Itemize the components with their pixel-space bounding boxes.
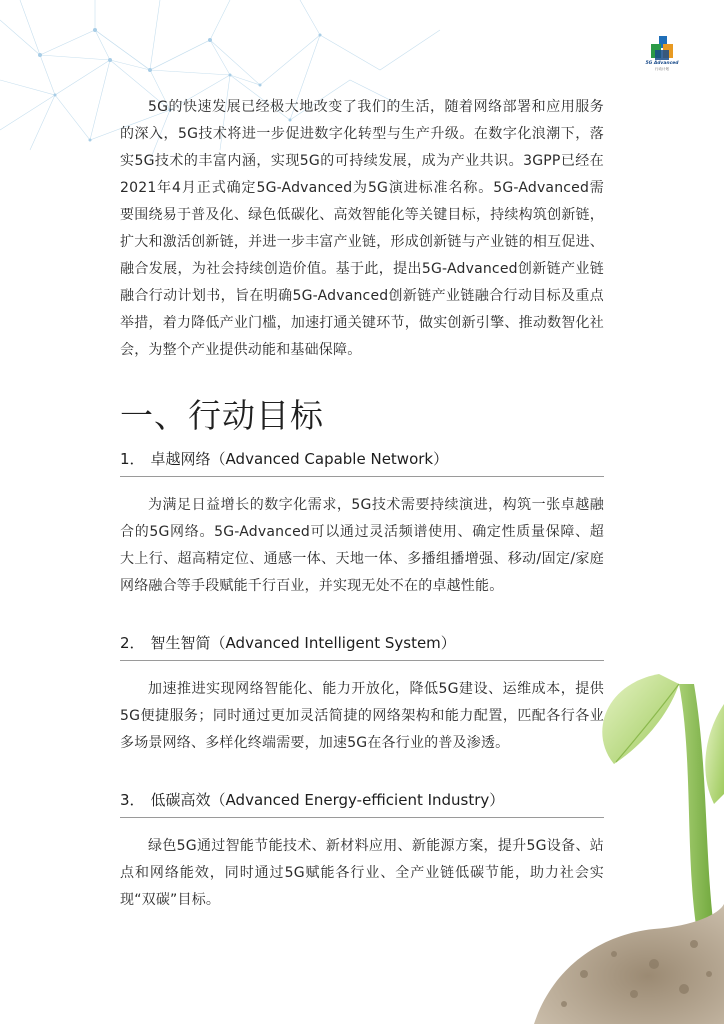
goal-body-text: 为满足日益增长的数字化需求，5G技术需要持续演进，构筑一张卓越融合的5G网络。5G-Advanced可以通过灵活频谱使用、确定性质量保障、超大上行、超高精定位、通感一体、天地一体、多播组播增强、移动/固定/家庭网络融合等手段赋能千行百业，并实现无处不在的卓越性能。: [120, 497, 604, 594]
goal-body-3: [120, 833, 604, 914]
section-title: 一、行动目标: [120, 396, 324, 435]
goal-heading-1: [120, 448, 604, 477]
goal-body-text: 加速推进实现网络智能化、能力开放化，降低5G建设、运维成本，提供5G便捷服务；同时通过更加灵活简捷的网络架构和能力配置，匹配各行各业多场景网络、多样化终端需要，加速5G在各行业的普及渗透。: [120, 681, 604, 751]
goal-heading-text: 智生智简（Advanced Intelligent System）: [150, 634, 456, 652]
goal-body-1: [120, 492, 604, 600]
goal-item-3: [120, 789, 604, 914]
goal-item-1: [120, 448, 604, 600]
page-content: [120, 94, 604, 914]
goal-number: 3．: [120, 791, 145, 809]
goal-heading-text: 卓越网络（Advanced Capable Network）: [150, 450, 449, 468]
goal-number: 1．: [120, 450, 145, 468]
goal-body-2: [120, 676, 604, 757]
goal-item-2: [120, 632, 604, 757]
logo-sub-text: 行动计划: [655, 67, 669, 71]
intro-section: [120, 94, 604, 364]
goal-body-text: 绿色5G通过智能节能技术、新材料应用、新能源方案，提升5G设备、站点和网络能效，同时通过5G赋能各行业、全产业链低碳节能，助力社会实现“双碳”目标。: [120, 838, 604, 908]
intro-paragraph: 5G的快速发展已经极大地改变了我们的生活，随着网络部署和应用服务的深入，5G技术将进一步促进数字化转型与生产升级。在数字化浪潮下，落实5G技术的丰富内涵，实现5G的可持续发展，成为产业共识。3GPP已经在2021年4月正式确定5G-Advanced为5G演进标准名称。5G-Advanced需要围绕易于普及化、绿色低碳化、高效智能化等关键目标，持续构筑创新链，扩大和激活创新链，并进一步丰富产业链，形成创新链与产业链的相互促进、融合发展，为社会持续创造价值。基于此，提出5G-Advanced创新链产业链融合行动计划书，旨在明确5G-Advanced创新链产业链融合行动目标及重点举措，着力降低产业门槛，加速打通关键环节，做实创新引擎、推动数智化社会，为整个产业提供动能和基础保障。: [120, 99, 604, 358]
goal-number: 2．: [120, 634, 145, 652]
goal-heading-text: 低碳高效（Advanced Energy-efficient Industry）: [150, 791, 505, 809]
goal-heading-2: [120, 632, 604, 661]
logo-brand-text: 5G Advanced: [645, 61, 679, 66]
goal-heading-3: [120, 789, 604, 818]
